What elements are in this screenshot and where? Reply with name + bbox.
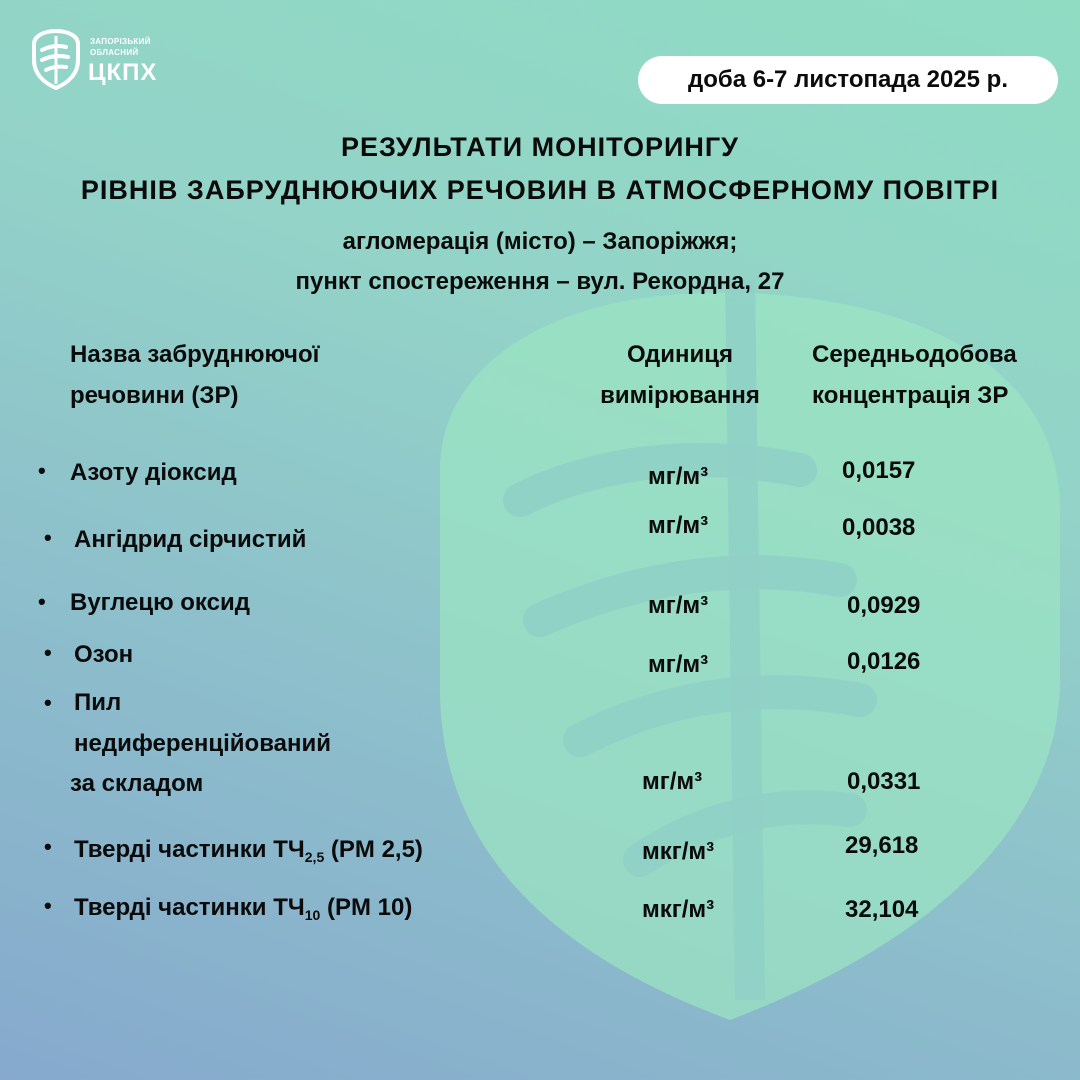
header-conc-line1: Середньодобова — [812, 341, 1017, 368]
bullet: • — [44, 690, 52, 715]
pollutant-name: Азоту діоксид — [70, 459, 237, 486]
pollutant-unit: мкг/м³ — [642, 838, 715, 865]
header-conc-line2: концентрація ЗР — [812, 382, 1009, 409]
pollutant-name-prefix: Тверді частинки ТЧ — [74, 894, 305, 921]
pollutant-value: 0,0038 — [842, 514, 916, 541]
title-line1: РЕЗУЛЬТАТИ МОНІТОРИНГУ — [341, 132, 739, 162]
logo-text-line1: ЗАПОРІЗЬКИЙ — [90, 37, 151, 46]
pollutant-name-subscript: 10 — [304, 907, 321, 923]
pollutant-name: Озон — [74, 641, 134, 668]
shield-leaf-icon — [28, 28, 84, 90]
header-name-line1: Назва забруднюючої — [70, 341, 320, 368]
pollutant-name — [74, 890, 412, 933]
logo — [28, 28, 188, 92]
bullet: • — [44, 893, 52, 918]
header-concentration — [812, 334, 1017, 416]
pollutant-name-prefix: Тверді частинки ТЧ — [74, 836, 305, 863]
bullet: • — [44, 525, 52, 550]
subtitle-line2: пункт спостереження – вул. Рекордна, 27 — [295, 268, 785, 295]
logo-text-line2: ОБЛАСНИЙ — [90, 48, 139, 57]
pollutant-value: 0,0157 — [842, 457, 916, 484]
logo-text-line3: ЦКПХ — [88, 59, 158, 86]
pollutant-name: Вуглецю оксид — [70, 589, 250, 616]
bullet: • — [38, 458, 46, 483]
pollutant-name-subscript: 2,5 — [304, 849, 325, 865]
bullet: • — [44, 640, 52, 665]
pollutant-value: 29,618 — [845, 832, 919, 859]
date-badge: доба 6-7 листопада 2025 р. — [638, 56, 1058, 104]
pollutant-unit: мкг/м³ — [642, 896, 715, 923]
pollutant-name-line1: Пил — [74, 689, 122, 716]
pollutant-name-suffix: (PM 2,5) — [324, 836, 423, 863]
header-name-line2: речовини (ЗР) — [70, 382, 239, 409]
bullet: • — [38, 589, 46, 614]
pollutant-name-line3: за складом — [70, 770, 204, 797]
pollutant-unit: мг/м³ — [648, 592, 709, 619]
pollutant-name-suffix: (PM 10) — [320, 894, 413, 921]
pollutant-unit: мг/м³ — [648, 651, 709, 678]
pollutant-name-line2: недиференційований — [74, 730, 331, 757]
header-name — [70, 334, 319, 416]
pollutant-value: 32,104 — [845, 896, 919, 923]
title-line2: РІВНІВ ЗАБРУДНЮЮЧИХ РЕЧОВИН В АТМОСФЕРНОМУ ПОВІТРІ — [80, 175, 1000, 205]
pollutant-value: 0,0126 — [847, 648, 921, 675]
pollutant-value: 0,0331 — [847, 768, 921, 795]
pollutant-unit: мг/м³ — [642, 768, 703, 795]
pollutant-value: 0,0929 — [847, 592, 921, 619]
pollutant-name: Ангідрид сірчистий — [74, 526, 307, 553]
subtitle-line1: агломерація (місто) – Запоріжжя; — [342, 228, 738, 255]
header-unit — [570, 334, 790, 416]
header-unit-line2: вимірювання — [600, 382, 760, 409]
pollutant-name — [74, 832, 423, 875]
pollutant-unit: мг/м³ — [648, 512, 709, 539]
pollutant-unit: мг/м³ — [648, 463, 709, 490]
header-unit-line1: Одиниця — [626, 341, 734, 368]
bullet: • — [44, 834, 52, 859]
